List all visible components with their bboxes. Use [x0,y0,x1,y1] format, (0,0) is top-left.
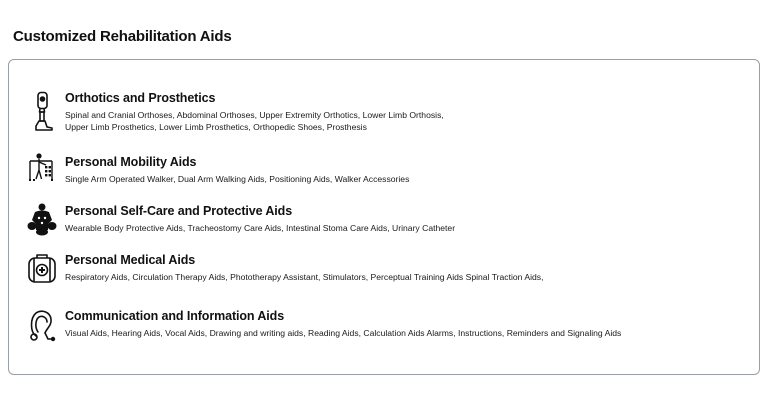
walker-icon [26,152,58,192]
protective-care-icon [26,200,58,240]
item-description: Visual Aids, Hearing Aids, Vocal Aids, Drawing and writing aids, Reading Aids, Calculation Aids Alarms, Instructions, Reminders and Signaling Aids [65,328,622,338]
item-title: Communication and Information Aids [65,309,285,323]
prosthetic-leg-icon [26,91,58,131]
item-title: Personal Mobility Aids [65,155,197,169]
item-description: Respiratory Aids, Circulation Therapy Aids, Phototherapy Assistant, Stimulators, Perceptual Training Aids Spinal Traction Aids, [65,272,544,282]
item-title: Orthotics and Prosthetics [65,91,216,105]
item-title: Personal Self-Care and Protective Aids [65,204,293,218]
page-title: Customized Rehabilitation Aids [13,28,232,45]
hearing-aid-icon [26,306,58,346]
medical-kit-icon [26,250,58,290]
item-description: Single Arm Operated Walker, Dual Arm Walking Aids, Positioning Aids, Walker Accessories [65,174,410,184]
item-description: Wearable Body Protective Aids, Tracheostomy Care Aids, Intestinal Stoma Care Aids, Urinary Catheter [65,223,456,233]
item-title: Personal Medical Aids [65,253,196,267]
item-description: Spinal and Cranial Orthoses, Abdominal Orthoses, Upper Extremity Orthotics, Lower Limb Orthosis, Upper Limb Prosthetics, Lower Limb Prosthetics, Orthopedic Shoes, Prosthesis [65,110,444,132]
rehabilitation-aids-card [8,59,760,375]
